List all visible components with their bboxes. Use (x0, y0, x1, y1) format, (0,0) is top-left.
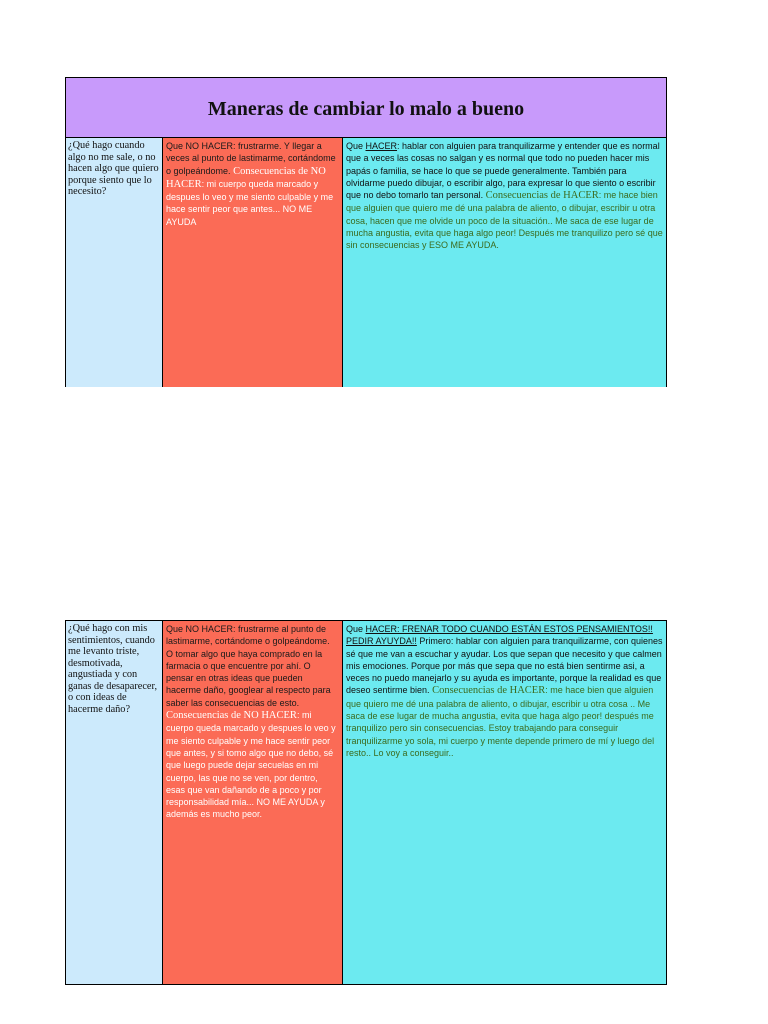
consecuencias-si-text: : me hace bien que alguien que quiero me dé una palabra de aliento, o dibujar, escribir u otra cosa .. Me saca de ese lugar de mucha angustia, evita que haga algo peor! después me tranquilizo pero sin consecuencias. Estoy trabajando para conseguir tranquilizarme yo sola, mi cuerpo y mente depende primero de mí y luego del resto.. Lo voy a conseguir.. (346, 685, 655, 758)
consecuencias-no-text: : mi cuerpo queda marcado y despues lo veo y me siento culpable y me hace sentir peor que antes... NO ME AYUDA (166, 178, 334, 227)
question-cell (66, 621, 163, 984)
hacer-cell (343, 138, 666, 387)
hacer-label: HACER (365, 141, 398, 151)
hacer-underlined: HACER: FRENAR TODO CUANDO ESTÁN ESTOS PENSAMIENTOS!! PEDIR AYUYDA!! (346, 624, 653, 647)
no-hacer-cell (163, 621, 343, 984)
hacer-que: Que (346, 141, 366, 151)
no-hacer-text: frustrarme. Y llegar a veces al punto de lastimarme, cortándome o golpeándome. (166, 141, 336, 176)
title-cell (66, 78, 666, 138)
hacer-text: : hablar con alguien para tranquilizarme y entender que es normal que a veces las cosas no salgan y es normal que todo no pueden hacer mis papás o familia, se hace lo que se puede generalmente. También para olvidarme puedo dibujar, o escribir algo, para expresar lo que siento o escribir que no debo tomarlo tan personal. (346, 141, 660, 201)
no-hacer-cell (163, 138, 343, 387)
hacer-text: Primero: hablar con alguien para tranquilizarme, con quienes sé que me van a escuchar y ayudar. Los que sepan que necesito y que calmen mis emociones. Porque por más que sepa que no está bien sentirme asi, a veces no puedo manejarlo y su ayuda es importante, porque la realidad es que deseo sentirme bien. (346, 636, 663, 696)
question-cell (66, 138, 163, 387)
consecuencias-no-text: : mi cuerpo queda marcado y despues lo veo y me siento culpable y me hace sentir peor que antes, y si tomo algo que no debo, sé que luego puede dejar secuelas en mi cuerpo, las que no se ven, por dentro, esas que van dañando de a poco y por responsabilidad mía... NO ME AYUDA y además es mucho peor. (166, 710, 336, 820)
consecuencias-si-text: : me hace bien que alguien que quiero me dé una palabra de aliento, o dibujar, escribir u otra cosa, hacen que me olvide un poco de la situación.. Me saca de ese lugar de mucha angustia, evita que haga algo peor! Después me tranquilizo pero sé que sin consecuencias y ESO ME AYUDA. (346, 190, 663, 251)
table-row (66, 621, 666, 984)
table-row (66, 138, 666, 387)
question-text: ¿Qué hago con mis sentimientos, cuando me levanto triste, desmotivada, angustiada y con ganas de desaparecer, o con ideas de hacerme daño? (68, 623, 158, 715)
hacer-que: Que (346, 624, 366, 634)
no-hacer-prefix: Que NO HACER: (166, 141, 239, 151)
question-text: ¿Qué hago cuando algo no me sale, o no hacen algo que quiero porque siento que lo necesito? (68, 140, 159, 197)
page-title: Maneras de cambiar lo malo a bueno (207, 98, 525, 120)
consecuencias-no-label: Consecuencias de NO HACER (166, 165, 326, 190)
hacer-cell (343, 621, 666, 984)
consecuencias-si-label: Consecuencias de HACER (485, 190, 599, 202)
consecuencias-no-label: Consecuencias de NO HACER (166, 710, 297, 722)
table-1 (65, 77, 667, 387)
no-hacer-text: Que NO HACER: frustrarme al punto de lastimarme, cortándome o golpeándome. O tomar algo que haya comprado en la farmacia o que encuentre por ahí. O pensar en otras ideas que pueden hacerme daño, googlear al respecto para saber las consecuencias de esto. (166, 624, 331, 708)
table-2 (65, 620, 667, 985)
consecuencias-si-label: Consecuencias de HACER (432, 685, 546, 697)
